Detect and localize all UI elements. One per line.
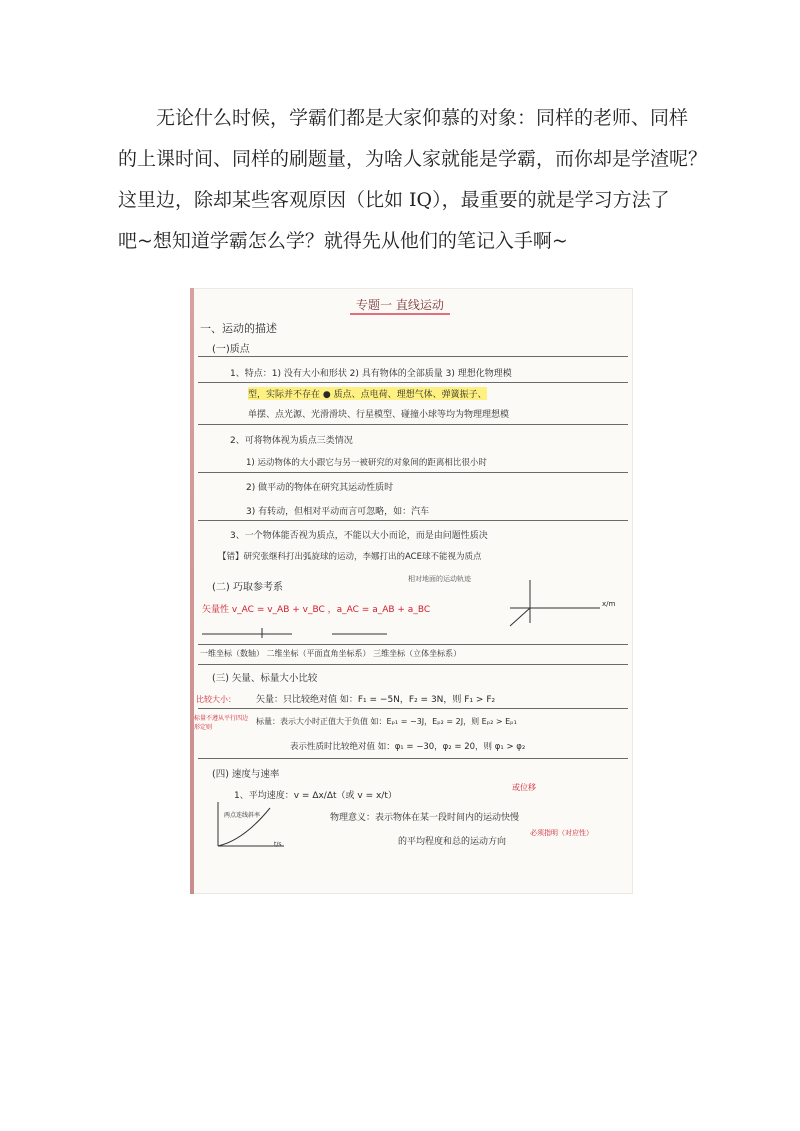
notes-row: 矢量：只比较绝对值 如：F₁ = −5N，F₂ = 3N，则 F₁ > F₂ bbox=[256, 695, 496, 705]
margin-note: 标量不遵从平行四边形定则 bbox=[194, 715, 249, 731]
notes-row: 矢量性 v_AC = v_AB + v_BC ，a_AC = a_AB + a_BC bbox=[202, 605, 431, 615]
ruled-line bbox=[198, 424, 628, 425]
ruled-line bbox=[198, 758, 628, 759]
notes-row: 一、运动的描述 bbox=[200, 322, 277, 335]
notes-row: (四) 速度与速率 bbox=[212, 769, 280, 780]
intro-line: 的上课时间、同样的刷题量，为啥人家就能是学霸，而你却是学渣呢？ bbox=[118, 148, 708, 170]
notes-row: 一维坐标（数轴） 二维坐标（平面直角坐标系） 三维坐标（立体坐标系） bbox=[200, 649, 462, 658]
notes-row: 3) 有转动，但相对平动而言可忽略，如：汽车 bbox=[246, 507, 430, 517]
axis-label: x/m bbox=[602, 600, 616, 608]
number-line-sketch bbox=[202, 624, 392, 640]
notes-row: 3、一个物体能否视为质点，不能以大小而论，而是由问题性质决 bbox=[230, 531, 488, 541]
notes-title: 专题一 直线运动 bbox=[350, 296, 450, 315]
ruled-line bbox=[198, 664, 628, 665]
intro-line: 无论什么时候，学霸们都是大家仰慕的对象：同样的老师、同样 bbox=[156, 107, 689, 129]
axis-label: t/s bbox=[274, 841, 282, 848]
notes-row: 的平均程度和总的运动方向 bbox=[398, 837, 507, 847]
ruled-line bbox=[198, 382, 628, 383]
intro-line: 吧~想知道学霸怎么学？就得先从他们的笔记入手啊~ bbox=[118, 230, 568, 252]
notes-row: 标量：表示大小时正值大于负值 如：Eₚ₁ = −3J，Eₚ₂ = 2J，则 Eₚ₂ > Eₚ₁ bbox=[256, 717, 517, 726]
notes-row: 1、特点：1) 没有大小和形状 2) 具有物体的全部质量 3) 理想化物理模 bbox=[230, 369, 512, 379]
notes-row: 2) 做平动的物体在研究其运动性质时 bbox=[246, 483, 394, 493]
intro-line: 这里边，除却某些客观原因（比如 IQ），最重要的就是学习方法了 bbox=[118, 189, 670, 211]
small-annotation: 必须指明（对应性） bbox=[530, 829, 593, 837]
small-annotation: 或位移 bbox=[512, 783, 536, 792]
notes-row: 型，实际并不存在 ● 质点、点电荷、理想气体、弹簧振子、 bbox=[248, 387, 487, 400]
notes-row: 物理意义：表示物体在某一段时间内的运动快慢 bbox=[330, 813, 520, 823]
ruled-line bbox=[198, 708, 628, 709]
margin-note: 比较大小： bbox=[196, 695, 236, 704]
ruled-line bbox=[198, 644, 628, 645]
notes-row: 2、可将物体视为质点三类情况 bbox=[230, 436, 353, 446]
margin-note: 两点连线斜率 bbox=[224, 812, 261, 819]
notes-row: (三) 矢量、标量大小比较 bbox=[212, 673, 318, 684]
notes-row: 1、平均速度：v = Δx/Δt（或 v = x/t） bbox=[234, 791, 397, 801]
ruled-line bbox=[198, 472, 628, 473]
small-annotation: 相对地面的运动轨迹 bbox=[408, 575, 471, 583]
notes-row: (一)质点 bbox=[212, 344, 250, 355]
notes-row: 单摆、点光源、光滑滑块、行星模型、碰撞小球等均为物理理想模 bbox=[248, 410, 510, 420]
intro-paragraph bbox=[118, 98, 708, 262]
notes-row: 1) 运动物体的大小跟它与另一被研究的对象间的距离相比很小时 bbox=[246, 458, 487, 468]
handwritten-notes-image bbox=[190, 288, 633, 894]
graph-sketch bbox=[214, 800, 294, 850]
coordinate-axes-sketch bbox=[490, 578, 610, 628]
notes-row: (二) 巧取参考系 bbox=[212, 582, 283, 593]
notes-row: 【错】研究张继科打出弧旋球的运动，李娜打出的ACE球不能视为质点 bbox=[218, 552, 482, 562]
ruled-line bbox=[198, 356, 628, 357]
ruled-line bbox=[198, 520, 628, 521]
notes-row: 表示性质时比较绝对值 如：φ₁ = −30，φ₂ = 20，则 φ₁ > φ₂ bbox=[290, 742, 526, 752]
